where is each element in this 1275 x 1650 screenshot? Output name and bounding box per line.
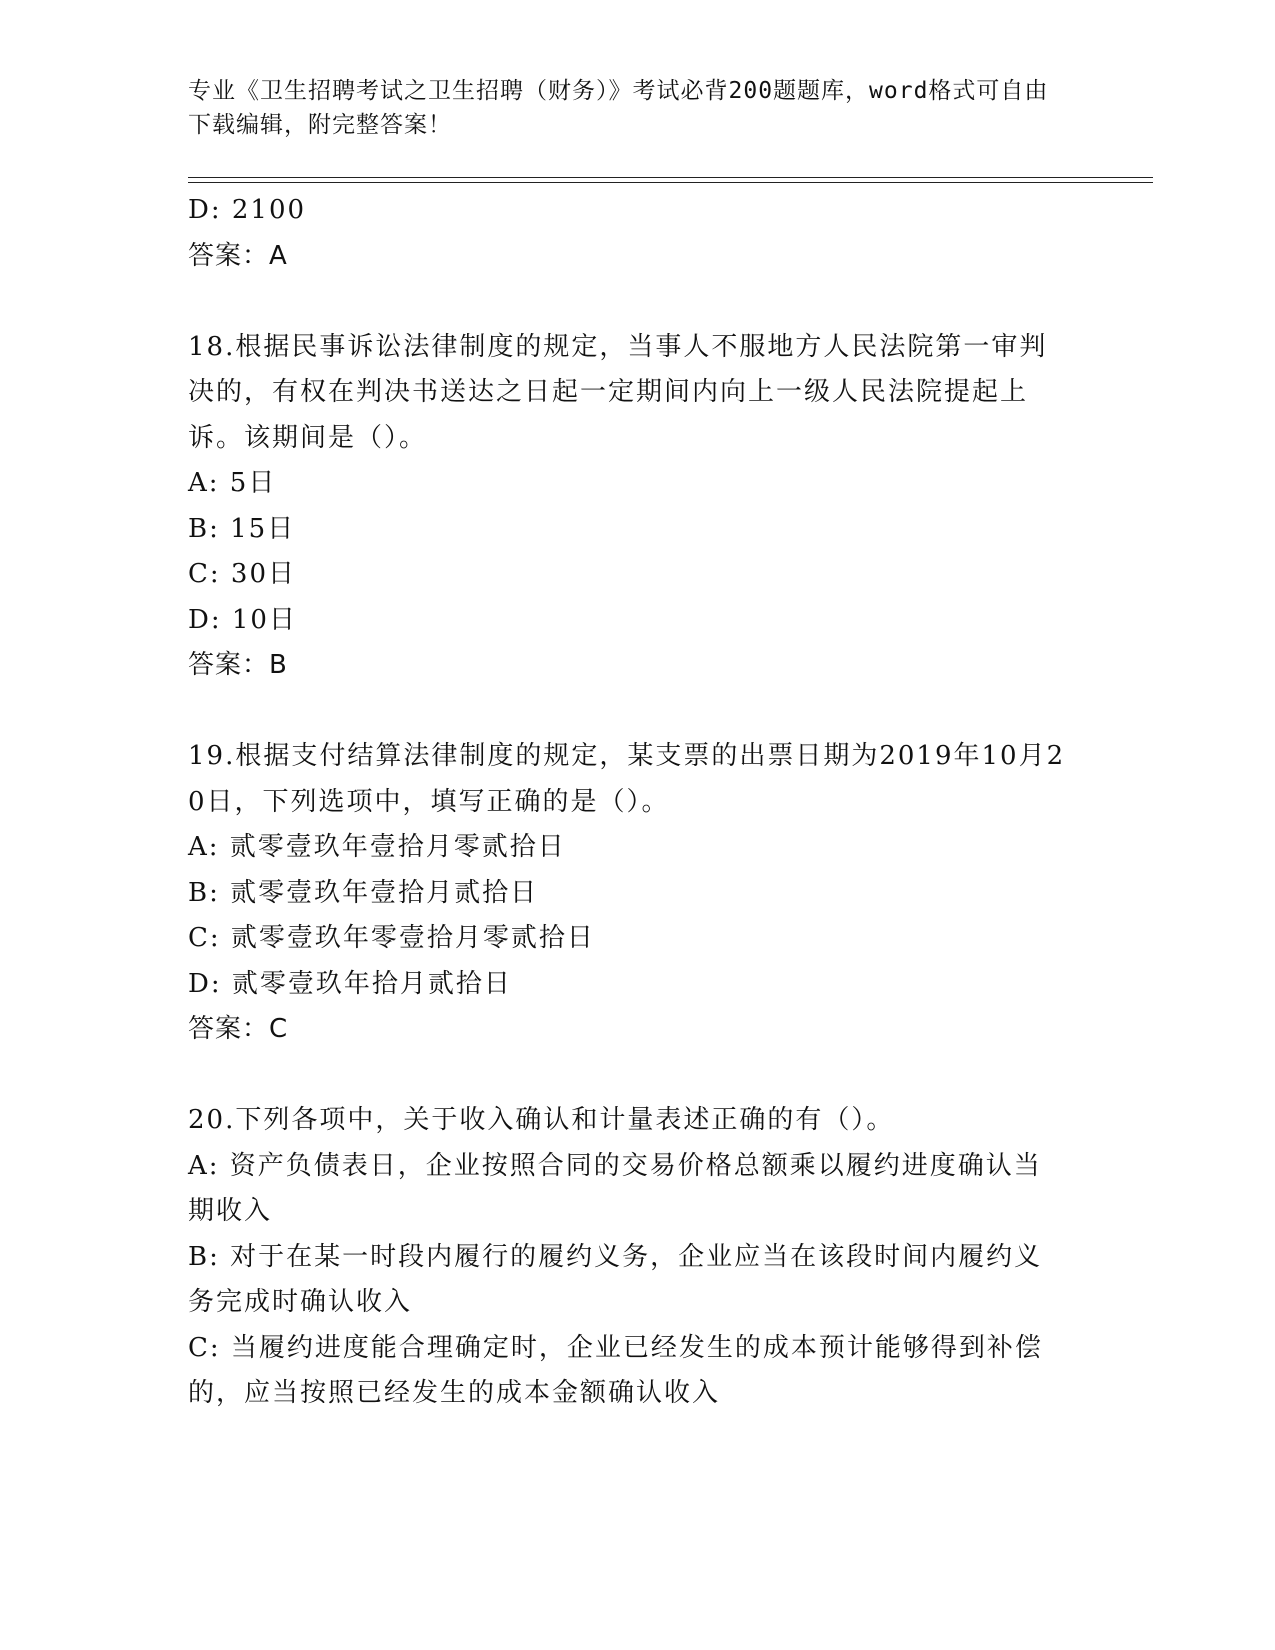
option-c: C: 30日 <box>188 559 297 589</box>
option-c: C: 当履约进度能合理确定时，企业已经发生的成本预计能够得到补偿的，应当按照已经发生的成本金额确认收入 <box>188 1332 1043 1408</box>
spacer <box>188 279 1068 325</box>
document-header: 专业《卫生招聘考试之卫生招聘（财务）》考试必背200题题库，word格式可自由下载编辑，附完整答案！ <box>188 78 1049 138</box>
question-stem: 18.根据民事诉讼法律制度的规定，当事人不服地方人民法院第一审判决的，有权在判决书送达之日起一定期间内向上一级人民法院提起上诉。该期间是（）。 <box>188 331 1048 453</box>
option-b: B: 对于在某一时段内履行的履约义务，企业应当在该段时间内履约义务完成时确认收入 <box>188 1241 1043 1317</box>
option-d: D: 10日 <box>188 604 297 635</box>
option-a: A: 贰零壹玖年壹拾月零贰拾日 <box>188 832 566 862</box>
option-b: B: 15日 <box>188 513 296 544</box>
answer-line: 答案：B <box>188 650 288 680</box>
option-d: D: 2100 <box>188 195 307 225</box>
option-b: B: 贰零壹玖年壹拾月贰拾日 <box>188 877 539 908</box>
header-divider-bottom <box>188 182 1153 183</box>
option-d: D: 贰零壹玖年拾月贰拾日 <box>188 968 512 999</box>
question-19 <box>188 734 1068 1053</box>
question-stem: 19.根据支付结算法律制度的规定，某支票的出票日期为2019年10月20日，下列选项中，填写正确的是（）。 <box>188 741 1066 817</box>
question-18 <box>188 325 1068 689</box>
question-20 <box>188 1098 1068 1417</box>
question-stem: 20.下列各项中，关于收入确认和计量表述正确的有（）。 <box>188 1105 895 1135</box>
answer-line: 答案：C <box>188 1014 289 1044</box>
option-a: A: 5日 <box>188 468 277 498</box>
spacer <box>188 689 1068 735</box>
spacer <box>188 1053 1068 1099</box>
option-a: A: 资产负债表日，企业按照合同的交易价格总额乘以履约进度确认当期收入 <box>188 1150 1042 1226</box>
option-c: C: 贰零壹玖年零壹拾月零贰拾日 <box>188 923 595 953</box>
document-body <box>188 188 1068 1417</box>
header-divider-top <box>188 177 1153 178</box>
answer-line: 答案：A <box>188 240 288 271</box>
